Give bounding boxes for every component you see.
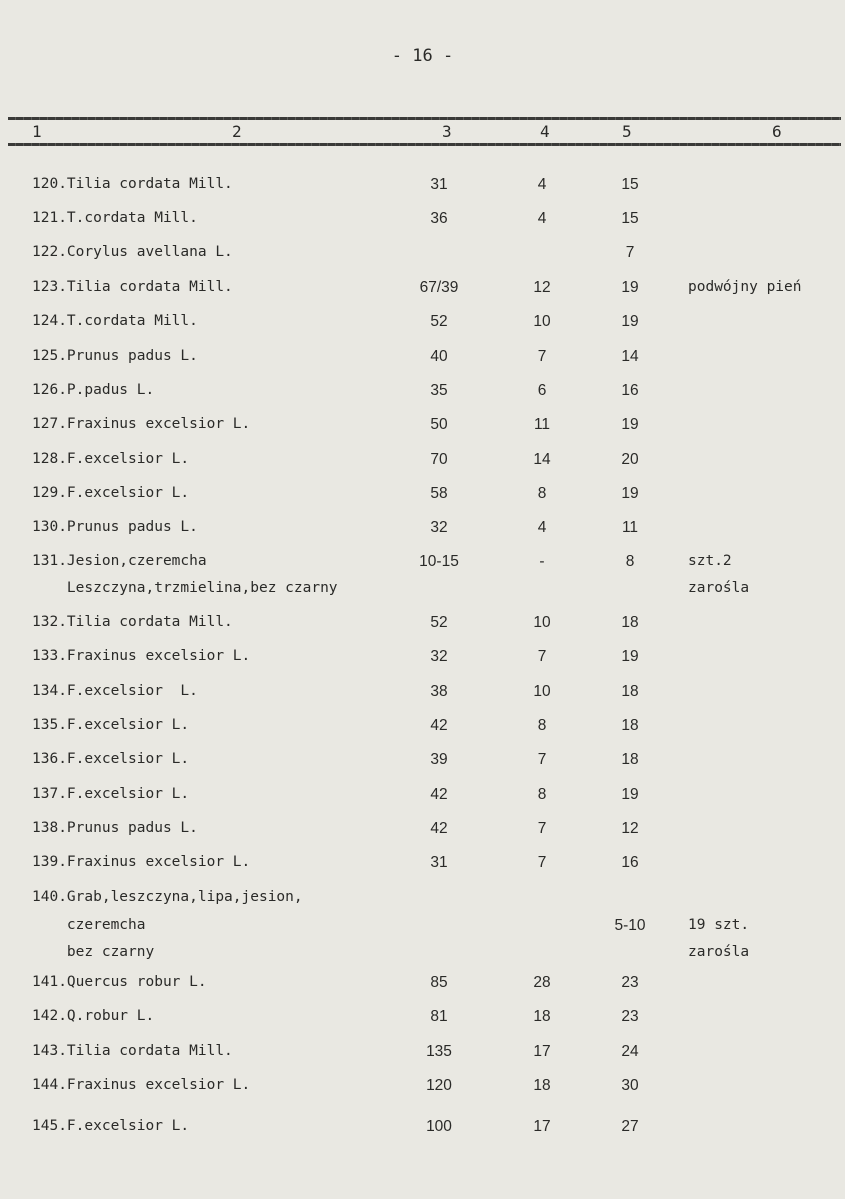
height-cell: 18 xyxy=(621,717,639,734)
height-cell: 16 xyxy=(621,382,639,399)
species-cell: 142.Q.robur L. xyxy=(32,1008,155,1024)
table-row xyxy=(0,313,845,347)
height-cell: 7 xyxy=(625,244,635,261)
species-cell: 122.Corylus avellana L. xyxy=(32,244,233,260)
species-cell: 125.Prunus padus L. xyxy=(32,348,198,364)
species-cell: 140.Grab,leszczyna,lipa,jesion, xyxy=(32,889,303,905)
col4-cell: 7 xyxy=(537,348,547,365)
table-row xyxy=(0,854,845,888)
col4-cell: 6 xyxy=(537,382,547,399)
height-cell: 23 xyxy=(621,974,639,991)
diameter-cell: 40 xyxy=(430,348,448,365)
species-cell: 136.F.excelsior L. xyxy=(32,751,190,767)
col4-cell: 28 xyxy=(533,974,551,991)
species-cell: 129.F.excelsior L. xyxy=(32,485,190,501)
column-header-3: 3 xyxy=(442,122,452,141)
height-cell: 20 xyxy=(621,451,639,468)
height-cell: 16 xyxy=(621,854,639,871)
diameter-cell: 36 xyxy=(430,210,448,227)
col4-cell: 14 xyxy=(533,451,551,468)
col4-cell: 10 xyxy=(533,683,551,700)
species-cell: Leszczyna,trzmielina,bez czarny xyxy=(32,580,338,596)
diameter-cell: 100 xyxy=(426,1118,452,1135)
diameter-cell: 42 xyxy=(430,786,448,803)
height-cell: 19 xyxy=(621,313,639,330)
table-row xyxy=(0,1043,845,1077)
height-cell: 12 xyxy=(621,820,639,837)
diameter-cell: 67/39 xyxy=(419,279,459,296)
species-cell: 126.P.padus L. xyxy=(32,382,155,398)
table-row xyxy=(0,348,845,382)
species-cell: czeremcha xyxy=(32,917,146,933)
diameter-cell: 32 xyxy=(430,648,448,665)
col4-cell: 7 xyxy=(537,820,547,837)
diameter-cell: 35 xyxy=(430,382,448,399)
height-cell: 24 xyxy=(621,1043,639,1060)
column-header-5: 5 xyxy=(622,122,632,141)
table-row xyxy=(0,1008,845,1042)
col4-cell: - xyxy=(539,553,545,570)
page-number: - 16 - xyxy=(391,46,454,66)
table-row xyxy=(0,382,845,416)
col4-cell: 18 xyxy=(533,1008,551,1025)
col4-cell: 8 xyxy=(537,786,547,803)
height-cell: 15 xyxy=(621,176,639,193)
table-row xyxy=(0,717,845,751)
diameter-cell: 42 xyxy=(430,820,448,837)
diameter-cell: 31 xyxy=(430,176,448,193)
table-row xyxy=(0,648,845,682)
diameter-cell: 32 xyxy=(430,519,448,536)
table-row xyxy=(0,580,845,614)
species-cell: 143.Tilia cordata Mill. xyxy=(32,1043,233,1059)
col4-cell: 17 xyxy=(533,1118,551,1135)
col4-cell: 8 xyxy=(537,485,547,502)
col4-cell: 7 xyxy=(537,751,547,768)
col4-cell: 10 xyxy=(533,614,551,631)
diameter-cell: 135 xyxy=(426,1043,452,1060)
col4-cell: 7 xyxy=(537,648,547,665)
table-row xyxy=(0,1118,845,1152)
col4-cell: 11 xyxy=(533,416,551,433)
col4-cell: 4 xyxy=(537,176,547,193)
species-cell: 138.Prunus padus L. xyxy=(32,820,198,836)
height-cell: 23 xyxy=(621,1008,639,1025)
species-cell: 127.Fraxinus excelsior L. xyxy=(32,416,251,432)
species-cell: 135.F.excelsior L. xyxy=(32,717,190,733)
height-cell: 8 xyxy=(625,553,635,570)
diameter-cell: 120 xyxy=(426,1077,452,1094)
species-cell: bez czarny xyxy=(32,944,155,960)
height-cell: 14 xyxy=(621,348,639,365)
table-row xyxy=(0,683,845,717)
table-row xyxy=(0,279,845,313)
species-cell: 137.F.excelsior L. xyxy=(32,786,190,802)
height-cell: 18 xyxy=(621,751,639,768)
table-row xyxy=(0,451,845,485)
species-cell: 131.Jesion,czeremcha xyxy=(32,553,207,569)
height-cell: 19 xyxy=(621,648,639,665)
table-row xyxy=(0,485,845,519)
diameter-cell: 38 xyxy=(430,683,448,700)
diameter-cell: 42 xyxy=(430,717,448,734)
species-cell: 121.T.cordata Mill. xyxy=(32,210,198,226)
diameter-cell: 70 xyxy=(430,451,448,468)
table-row xyxy=(0,614,845,648)
height-cell: 19 xyxy=(621,279,639,296)
remarks-cell: szt.2 xyxy=(688,553,732,569)
table-row xyxy=(0,1077,845,1111)
species-cell: 120.Tilia cordata Mill. xyxy=(32,176,233,192)
diameter-cell: 52 xyxy=(430,614,448,631)
diameter-cell: 52 xyxy=(430,313,448,330)
diameter-cell: 10-15 xyxy=(419,553,459,570)
diameter-cell: 81 xyxy=(430,1008,448,1025)
diameter-cell: 39 xyxy=(430,751,448,768)
species-cell: 134.F.excelsior L. xyxy=(32,683,198,699)
remarks-cell: podwójny pień xyxy=(688,279,802,295)
remarks-cell: zarośla xyxy=(688,580,750,596)
column-header-4: 4 xyxy=(540,122,550,141)
species-cell: 133.Fraxinus excelsior L. xyxy=(32,648,251,664)
header-top-rule xyxy=(8,117,841,120)
height-cell: 30 xyxy=(621,1077,639,1094)
col4-cell: 12 xyxy=(533,279,551,296)
height-cell: 18 xyxy=(621,614,639,631)
column-header-1: 1 xyxy=(32,122,42,141)
table-row xyxy=(0,244,845,278)
height-cell: 5-10 xyxy=(614,917,646,934)
diameter-cell: 58 xyxy=(430,485,448,502)
table-row xyxy=(0,176,845,210)
height-cell: 11 xyxy=(621,519,639,536)
remarks-cell: zarośla xyxy=(688,944,750,960)
diameter-cell: 31 xyxy=(430,854,448,871)
col4-cell: 17 xyxy=(533,1043,551,1060)
species-cell: 144.Fraxinus excelsior L. xyxy=(32,1077,251,1093)
species-cell: 139.Fraxinus excelsior L. xyxy=(32,854,251,870)
height-cell: 19 xyxy=(621,485,639,502)
column-header-2: 2 xyxy=(232,122,242,141)
col4-cell: 4 xyxy=(537,519,547,536)
species-cell: 124.T.cordata Mill. xyxy=(32,313,198,329)
height-cell: 19 xyxy=(621,416,639,433)
column-header-6: 6 xyxy=(772,122,782,141)
species-cell: 128.F.excelsior L. xyxy=(32,451,190,467)
col4-cell: 7 xyxy=(537,854,547,871)
height-cell: 19 xyxy=(621,786,639,803)
table-row xyxy=(0,416,845,450)
height-cell: 18 xyxy=(621,683,639,700)
diameter-cell: 85 xyxy=(430,974,448,991)
table-row xyxy=(0,210,845,244)
species-cell: 141.Quercus robur L. xyxy=(32,974,207,990)
table-row xyxy=(0,944,845,978)
species-cell: 123.Tilia cordata Mill. xyxy=(32,279,233,295)
diameter-cell: 50 xyxy=(430,416,448,433)
col4-cell: 10 xyxy=(533,313,551,330)
remarks-cell: 19 szt. xyxy=(688,917,750,933)
species-cell: 145.F.excelsior L. xyxy=(32,1118,190,1134)
height-cell: 27 xyxy=(621,1118,639,1135)
col4-cell: 18 xyxy=(533,1077,551,1094)
header-bottom-rule xyxy=(8,143,841,146)
species-cell: 130.Prunus padus L. xyxy=(32,519,198,535)
table-row xyxy=(0,786,845,820)
col4-cell: 8 xyxy=(537,717,547,734)
table-row xyxy=(0,820,845,854)
table-row xyxy=(0,519,845,553)
height-cell: 15 xyxy=(621,210,639,227)
table-row xyxy=(0,974,845,1008)
species-cell: 132.Tilia cordata Mill. xyxy=(32,614,233,630)
table-row xyxy=(0,751,845,785)
col4-cell: 4 xyxy=(537,210,547,227)
